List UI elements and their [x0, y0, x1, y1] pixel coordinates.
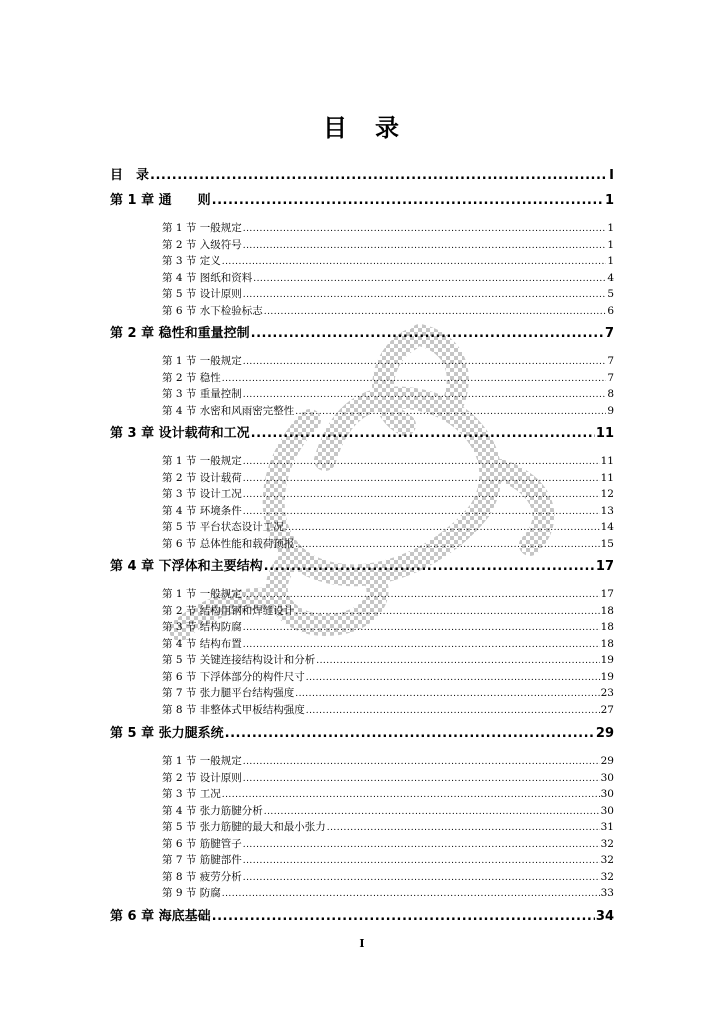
- toc-section-3-6-label: 第 6 节 总体性能和载荷预报: [162, 537, 295, 550]
- dot-leader: [251, 425, 595, 443]
- dot-leader: [150, 167, 608, 185]
- toc-section-4-8-page-number: 27: [600, 703, 614, 716]
- dot-leader: [295, 536, 599, 553]
- dot-leader: [212, 908, 595, 926]
- dot-leader: [243, 636, 600, 653]
- page-title: 目 录: [323, 114, 401, 142]
- toc-section-3-5-label: 第 5 节 平台状态设计工况: [162, 521, 284, 533]
- toc-section-2-2-page-number: 7: [607, 371, 614, 384]
- dot-leader: [222, 253, 607, 270]
- dot-leader: [251, 325, 604, 343]
- toc-section-5-6-page-number: 32: [600, 837, 614, 850]
- toc-section-5-2-label: 第 2 节 设计原则: [162, 771, 242, 784]
- toc-section-3-1-label: 第 1 节 一般规定: [162, 455, 242, 467]
- dot-leader: [264, 803, 600, 820]
- toc-section-1-5-label: 第 5 节 设计原则: [162, 288, 242, 300]
- toc-section-1-2-page-number: 1: [607, 238, 614, 251]
- toc-chapter-3-page-number: 11: [595, 426, 614, 441]
- toc-chapter-1-label: 第 1 章 通 则: [110, 193, 211, 208]
- toc-section-4-4[interactable]: [162, 636, 614, 652]
- toc-section-5-5[interactable]: [162, 819, 614, 835]
- toc-section-4-5-page-number: 19: [600, 654, 614, 666]
- dot-leader: [243, 869, 600, 886]
- dot-leader: [243, 386, 607, 403]
- toc-section-1-1[interactable]: [162, 220, 614, 236]
- toc-section-4-4-page-number: 18: [600, 637, 614, 650]
- dot-leader: [243, 852, 600, 869]
- dot-leader: [306, 702, 600, 719]
- toc-section-3-5[interactable]: [162, 519, 614, 535]
- toc-section-5-4-page-number: 30: [600, 804, 614, 817]
- toc-chapter-4-label: 第 4 章 下浮体和主要结构: [110, 559, 263, 574]
- toc-section-5-3-label: 第 3 节 工况: [162, 788, 221, 800]
- toc-section-4-7-label: 第 7 节 张力腿平台结构强度: [162, 687, 295, 699]
- toc-section-5-8-page-number: 32: [600, 870, 614, 883]
- toc-section-4-8[interactable]: [162, 702, 614, 718]
- toc-section-4-5[interactable]: [162, 652, 614, 668]
- toc-section-2-2[interactable]: [162, 370, 614, 386]
- dot-leader: [243, 619, 600, 636]
- toc-section-3-4[interactable]: [162, 503, 614, 519]
- toc-section-1-3[interactable]: [162, 253, 614, 269]
- toc-section-4-1-label: 第 1 节 一般规定: [162, 588, 242, 600]
- dot-leader: [264, 558, 595, 576]
- dot-leader: [306, 669, 600, 686]
- dot-leader: [243, 237, 607, 254]
- toc-section-3-2-page-number: 11: [600, 471, 614, 484]
- toc-section-5-5-page-number: 31: [600, 821, 614, 833]
- toc-section-5-3[interactable]: [162, 786, 614, 802]
- toc-section-5-8-label: 第 8 节 疲劳分析: [162, 870, 242, 883]
- dot-leader: [243, 286, 607, 303]
- toc-section-3-4-page-number: 13: [600, 504, 614, 517]
- dot-leader: [222, 370, 607, 387]
- toc-section-2-1-label: 第 1 节 一般规定: [162, 355, 242, 367]
- toc-chapter-6-page-number: 34: [595, 909, 614, 924]
- toc-section-5-2[interactable]: [162, 770, 614, 786]
- dot-leader: [295, 603, 599, 620]
- toc-section-3-5-page-number: 14: [600, 521, 614, 533]
- toc-section-4-8-label: 第 8 节 非整体式甲板结构强度: [162, 703, 305, 716]
- toc-section-5-8[interactable]: [162, 869, 614, 885]
- toc-section-1-5-page-number: 5: [607, 288, 614, 300]
- toc-section-5-1[interactable]: [162, 753, 614, 769]
- toc-section-4-2[interactable]: [162, 603, 614, 619]
- toc-section-3-3[interactable]: [162, 486, 614, 502]
- toc-section-4-6-label: 第 6 节 下浮体部分的构件尺寸: [162, 670, 305, 683]
- toc-section-1-3-page-number: 1: [607, 255, 614, 267]
- toc-section-1-6-page-number: 6: [607, 304, 614, 317]
- toc-section-5-7-label: 第 7 节 筋腱部件: [162, 854, 242, 866]
- dot-leader: [212, 192, 604, 210]
- toc-section-5-4-label: 第 4 节 张力筋腱分析: [162, 804, 263, 817]
- toc-section-5-2-page-number: 30: [600, 771, 614, 784]
- toc-section-1-6-label: 第 6 节 水下检验标志: [162, 304, 263, 317]
- toc-section-1-1-label: 第 1 节 一般规定: [162, 222, 242, 234]
- toc-section-5-5-label: 第 5 节 张力筋腱的最大和最小张力: [162, 821, 326, 833]
- dot-leader: [222, 885, 600, 902]
- toc-section-5-6[interactable]: [162, 836, 614, 852]
- dot-leader: [243, 770, 600, 787]
- toc-section-4-1-page-number: 17: [600, 588, 614, 600]
- toc-chapter-5[interactable]: [110, 725, 614, 743]
- toc-section-2-3-label: 第 3 节 重量控制: [162, 388, 242, 400]
- toc-section-4-3-page-number: 18: [600, 621, 614, 633]
- toc-chapter-2-label: 第 2 章 稳性和重量控制: [110, 326, 250, 341]
- toc-section-2-4-label: 第 4 节 水密和风雨密完整性: [162, 404, 295, 417]
- toc-chapter-2-page-number: 7: [604, 326, 614, 341]
- dot-leader: [295, 403, 606, 420]
- toc-section-4-1[interactable]: [162, 586, 614, 602]
- toc-entry-contents-label: 目 录: [110, 168, 150, 183]
- toc-section-3-6-page-number: 15: [600, 537, 614, 550]
- toc-chapter-3-label: 第 3 章 设计载荷和工况: [110, 426, 250, 441]
- toc-section-1-5[interactable]: [162, 286, 614, 302]
- toc-section-4-7[interactable]: [162, 685, 614, 701]
- toc-entry-contents[interactable]: [110, 167, 614, 185]
- dot-leader: [243, 353, 607, 370]
- dot-leader: [327, 819, 600, 836]
- toc-section-4-3[interactable]: [162, 619, 614, 635]
- toc-section-5-4[interactable]: [162, 803, 614, 819]
- toc-section-1-4-page-number: 4: [607, 271, 614, 284]
- toc-section-1-4[interactable]: [162, 270, 614, 286]
- toc-section-1-2-label: 第 2 节 入级符号: [162, 238, 242, 251]
- toc-section-3-3-label: 第 3 节 设计工况: [162, 488, 242, 500]
- dot-leader: [243, 220, 607, 237]
- toc-chapter-4[interactable]: [110, 558, 614, 576]
- toc-section-4-6-page-number: 19: [600, 670, 614, 683]
- toc-section-3-1-page-number: 11: [600, 455, 614, 467]
- toc-chapter-3[interactable]: [110, 425, 614, 443]
- dot-leader: [222, 786, 600, 803]
- toc-section-2-3-page-number: 8: [607, 388, 614, 400]
- dot-leader: [225, 725, 595, 743]
- dot-leader: [243, 470, 600, 487]
- toc-chapter-4-page-number: 17: [595, 559, 614, 574]
- toc-section-3-2[interactable]: [162, 470, 614, 486]
- page-number-footer: I: [359, 937, 365, 950]
- dot-leader: [243, 753, 600, 770]
- toc-section-4-7-page-number: 23: [600, 687, 614, 699]
- toc-section-2-2-label: 第 2 节 稳性: [162, 371, 221, 384]
- dot-leader: [243, 836, 600, 853]
- toc-section-3-2-label: 第 2 节 设计载荷: [162, 471, 242, 484]
- dot-leader: [243, 586, 600, 603]
- toc-section-3-1[interactable]: [162, 453, 614, 469]
- toc-section-5-7[interactable]: [162, 852, 614, 868]
- toc-section-3-3-page-number: 12: [600, 488, 614, 500]
- toc-section-3-6[interactable]: [162, 536, 614, 552]
- toc-section-1-6[interactable]: [162, 303, 614, 319]
- toc-section-4-2-label: 第 2 节 结构用钢和焊缝设计: [162, 604, 295, 617]
- dot-leader: [264, 303, 607, 320]
- toc-section-1-4-label: 第 4 节 图纸和资料: [162, 271, 253, 284]
- dot-leader: [243, 453, 600, 470]
- dot-leader: [243, 486, 600, 503]
- toc-chapter-6-label: 第 6 章 海底基础: [110, 909, 211, 924]
- toc-section-2-1[interactable]: [162, 353, 614, 369]
- toc-section-5-6-label: 第 6 节 筋腱管子: [162, 837, 242, 850]
- toc-section-2-3[interactable]: [162, 386, 614, 402]
- toc-section-1-3-label: 第 3 节 定义: [162, 255, 221, 267]
- toc-section-5-9-label: 第 9 节 防腐: [162, 887, 221, 899]
- toc-section-1-1-page-number: 1: [607, 222, 614, 234]
- dot-leader: [316, 652, 599, 669]
- toc-section-4-5-label: 第 5 节 关键连接结构设计和分析: [162, 654, 316, 666]
- toc-chapter-6[interactable]: [110, 908, 614, 926]
- toc-section-1-2[interactable]: [162, 237, 614, 253]
- toc-section-5-3-page-number: 30: [600, 788, 614, 800]
- toc-section-2-4[interactable]: [162, 403, 614, 419]
- toc-section-5-9-page-number: 33: [600, 887, 614, 899]
- dot-leader: [243, 503, 600, 520]
- toc-chapter-5-page-number: 29: [595, 726, 614, 741]
- toc-section-4-3-label: 第 3 节 结构防腐: [162, 621, 242, 633]
- toc-section-2-4-page-number: 9: [607, 404, 614, 417]
- toc-chapter-2[interactable]: [110, 325, 614, 343]
- toc-section-4-4-label: 第 4 节 结构布置: [162, 637, 242, 650]
- toc-section-5-9[interactable]: [162, 885, 614, 901]
- toc-section-4-2-page-number: 18: [600, 604, 614, 617]
- toc-chapter-1-page-number: 1: [604, 193, 614, 208]
- toc-section-4-6[interactable]: [162, 669, 614, 685]
- dot-leader: [295, 685, 599, 702]
- dot-leader: [285, 519, 600, 536]
- toc-section-3-4-label: 第 4 节 环境条件: [162, 504, 242, 517]
- toc-section-5-1-page-number: 29: [600, 755, 614, 767]
- toc-section-2-1-page-number: 7: [607, 355, 614, 367]
- toc-section-5-1-label: 第 1 节 一般规定: [162, 755, 242, 767]
- toc-section-5-7-page-number: 32: [600, 854, 614, 866]
- dot-leader: [253, 270, 606, 287]
- toc-entry-contents-page-number: I: [609, 168, 614, 183]
- toc-chapter-5-label: 第 5 章 张力腿系统: [110, 726, 224, 741]
- toc-chapter-1[interactable]: [110, 192, 614, 210]
